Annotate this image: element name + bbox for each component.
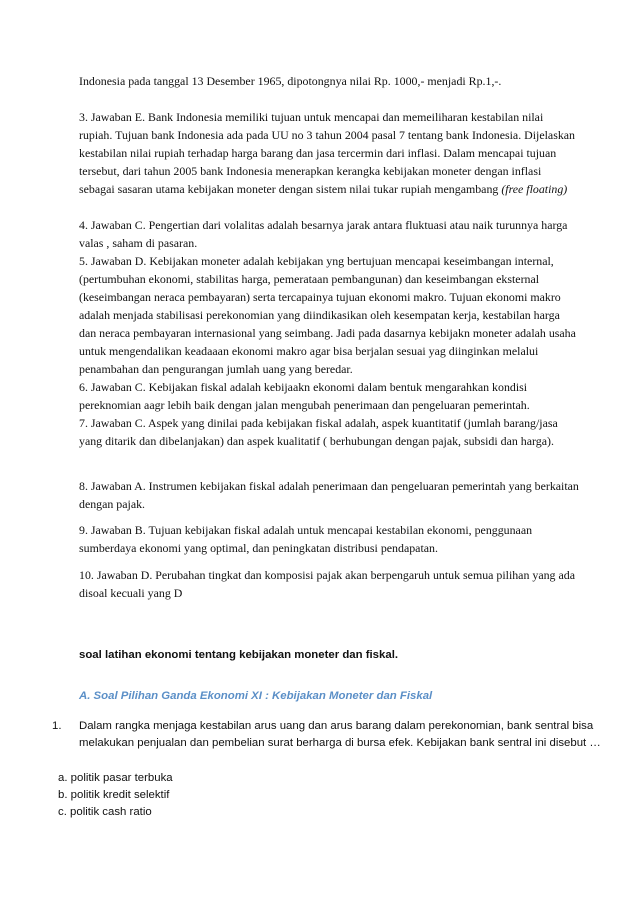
- question-text: Dalam rangka menjaga kestabilan arus uang dan arus barang dalam perekonomian, bank sentral bisa melakukan penjualan dan pembelian surat berharga di bursa efek. Kebijakan bank sentral ini disebut …: [79, 720, 601, 749]
- answer-8: [79, 477, 579, 513]
- option-b: b. politik kredit selektif: [58, 789, 170, 801]
- answer-3: [79, 108, 579, 198]
- option-c: c. politik cash ratio: [58, 806, 152, 818]
- answer-9: [79, 521, 579, 557]
- answer-10: [79, 566, 579, 602]
- paragraph-text: [79, 108, 579, 198]
- paragraph-text: 7. Jawaban C. Aspek yang dinilai pada kebijakan fiskal adalah, aspek kuantitatif (jumlah barang/jasa yang ditarik dan dibelanjakan) dan aspek kualitatif ( berhubungan dengan pajak, subsidi dan harga).: [79, 416, 558, 448]
- answer-5: [79, 252, 579, 378]
- section-heading: soal latihan ekonomi tentang kebijakan moneter dan fiskal.: [79, 649, 399, 661]
- paragraph-text: 9. Jawaban B. Tujuan kebijakan fiskal adalah untuk mencapai kestabilan ekonomi, penggunaan sumberdaya ekonomi yang optimal, dan peningkatan distribusi pendapatan.: [79, 523, 533, 555]
- answer-3-italic-term: (free floating): [501, 182, 568, 196]
- question-number: 1.: [52, 720, 62, 732]
- paragraph-text: 10. Jawaban D. Perubahan tingkat dan komposisi pajak akan berpengaruh untuk semua pilihan yang ada disoal kecuali yang D: [79, 568, 575, 600]
- paragraph-text: 6. Jawaban C. Kebijakan fiskal adalah kebijaakn ekonomi dalam bentuk mengarahkan kondisi pereknomian aagr lebih baik dengan jalan mengubah penerimaan dan pengeluaran pemerintah.: [79, 380, 530, 412]
- answer-6: [79, 378, 579, 414]
- answer-fragment-p0: [79, 72, 579, 90]
- paragraph-text: 5. Jawaban D. Kebijakan moneter adalah kebijakan yng bertujuan mencapai keseimbangan internal,(pertumbuhan ekonomi, stabilitas harga, pemerataan pembangunan) dan keseimbangan eksternal (keseimbangan neraca pembayaran) serta tercapainya tujuan ekonomi makro. Tujuan ekonomi makro adalah menjada stabilisasi perekonomian yang diindikasikan oleh kesempatan kerja, kestabilan harga dan neraca pembayaran internasional yang seimbang. Jadi pada dasarnya kebijakn moneter adalah usaha untuk mengendalikan keadaaan ekonomi makro agar bisa berjalan sesuai yag diinginkan melalui penambahan dan pengurangan jumlah uang yang beredar.: [79, 254, 576, 376]
- paragraph-text: Indonesia pada tanggal 13 Desember 1965, dipotongnya nilai Rp. 1000,- menjadi Rp.1,-.: [79, 74, 502, 88]
- question-1: [52, 718, 612, 752]
- section-subheading: A. Soal Pilihan Ganda Ekonomi XI : Kebijakan Moneter dan Fiskal: [79, 690, 433, 702]
- paragraph-text: 8. Jawaban A. Instrumen kebijakan fiskal adalah penerimaan dan pengeluaran pemerintah yang berkaitan dengan pajak.: [79, 479, 579, 511]
- answer-4: [79, 216, 579, 252]
- option-a: a. politik pasar terbuka: [58, 772, 173, 784]
- answer-7: [79, 414, 579, 450]
- paragraph-text: 4. Jawaban C. Pengertian dari volalitas adalah besarnya jarak antara fluktuasi atau naik turunnya harga valas , saham di pasaran.: [79, 218, 568, 250]
- answer-3-text: 3. Jawaban E. Bank Indonesia memiliki tujuan untuk mencapai dan memeiliharan kestabilan nilai rupiah. Tujuan bank Indonesia ada pada UU no 3 tahun 2004 pasal 7 tentang bank Indonesia. Dijelaskan kestabilan nilai rupiah terhadap harga barang dan jasa tercermin dari inflasi. Dalam mencapai tujuan tersebut, dari tahun 2005 bank Indonesia menerapkan kerangka kebijakan moneter dengan inflasi sebagai sasaran utama kebijakan moneter dengan sistem nilai tukar rupiah mengambang: [79, 110, 575, 196]
